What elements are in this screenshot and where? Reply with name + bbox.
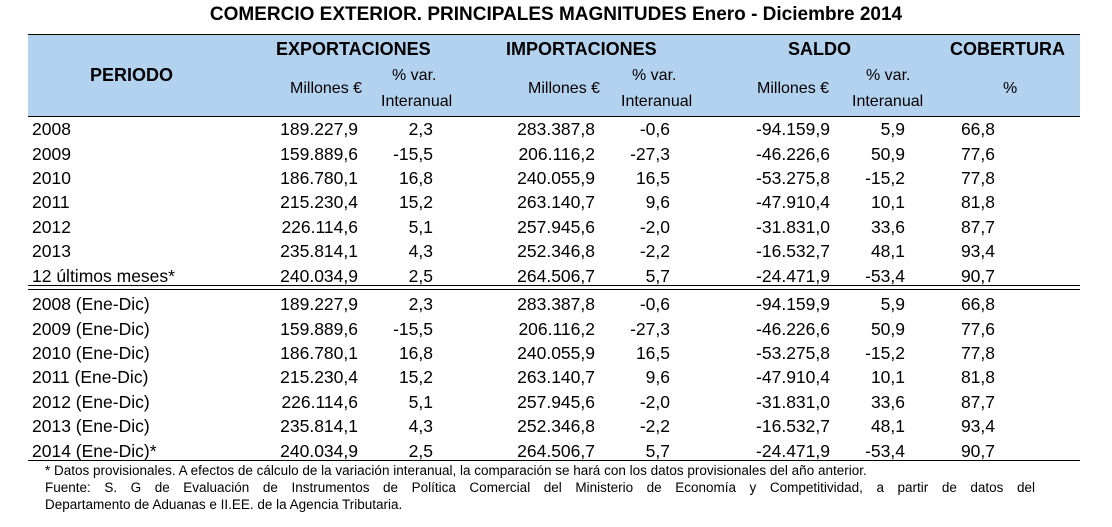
cell-imp-var: -2,2	[639, 416, 670, 437]
cell-exp-var: 5,1	[408, 391, 433, 412]
cell-cob: 81,8	[960, 367, 995, 388]
cell-imp-var: -0,6	[639, 294, 670, 315]
cell-exp-var: 16,8	[398, 342, 433, 363]
cell-saldo: -53.275,8	[756, 167, 830, 188]
table-row	[28, 365, 1080, 389]
cell-periodo: 2011	[32, 192, 70, 213]
cell-saldo: -24.471,9	[756, 440, 830, 461]
header-exp-var: % var.	[392, 67, 437, 84]
table-row	[28, 316, 1080, 340]
header-importaciones: IMPORTACIONES	[506, 39, 657, 59]
cell-imp-var: -2,0	[639, 391, 670, 412]
table-row	[28, 239, 1080, 263]
cell-periodo: 2011 (Ene-Dic)	[32, 367, 149, 388]
cell-padding	[995, 316, 1080, 340]
cell-periodo: 2009 (Ene-Dic)	[32, 318, 150, 339]
table-header	[28, 34, 1080, 117]
cell-imp: 252.346,8	[517, 241, 595, 262]
cell-cob: 66,8	[960, 119, 995, 140]
cell-exp-var: 16,8	[398, 167, 433, 188]
cell-cob: 87,7	[960, 391, 995, 412]
cell-saldo-var: 33,6	[870, 391, 905, 412]
header-imp-var: % var.	[632, 67, 677, 84]
header-cobertura: COBERTURA	[950, 39, 1065, 59]
cell-cob: 81,8	[960, 192, 995, 213]
period-table	[28, 292, 1080, 463]
cell-periodo: 2012 (Ene-Dic)	[32, 391, 150, 412]
header-saldo-millones: Millones €	[757, 80, 830, 97]
header-periodo: PERIODO	[90, 65, 174, 85]
cell-imp: 206.116,2	[518, 143, 595, 164]
cell-cob: 77,6	[960, 143, 995, 164]
cell-saldo: -31.831,0	[756, 391, 830, 412]
cell-periodo: 2009	[32, 143, 71, 164]
cell-imp-var: 16,5	[635, 167, 670, 188]
cell-imp-var: 5,7	[645, 440, 670, 461]
cell-exp-var: 15,2	[398, 367, 433, 388]
cell-saldo-var: 10,1	[870, 367, 905, 388]
cell-imp: 257.945,6	[517, 391, 595, 412]
cell-imp: 264.506,7	[517, 265, 595, 286]
cell-cob: 93,4	[960, 241, 995, 262]
cell-saldo: -16.532,7	[756, 416, 830, 437]
note-provisional: * Datos provisionales. A efectos de cálculo de la variación interanual, la comparación se hará con los datos provisionales del año anterior.	[45, 463, 867, 478]
divider-line-top	[28, 285, 1080, 286]
cell-saldo: -24.471,9	[756, 265, 830, 286]
cell-saldo: -47.910,4	[756, 192, 830, 213]
cell-imp: 283.387,8	[517, 119, 595, 140]
header-saldo: SALDO	[788, 39, 851, 59]
footnotes	[45, 462, 1035, 513]
cell-imp-var: 9,6	[645, 192, 670, 213]
cell-imp-var: -2,0	[639, 216, 670, 237]
cell-saldo-var: -15,2	[865, 167, 905, 188]
cell-exp: 186.780,1	[280, 167, 358, 188]
cell-exp-var: -15,5	[393, 318, 433, 339]
table-row	[28, 215, 1080, 239]
header-imp-millones: Millones €	[528, 80, 601, 97]
cell-imp: 263.140,7	[517, 367, 595, 388]
cell-saldo-var: 5,9	[880, 294, 905, 315]
cell-saldo: -46.226,6	[756, 318, 830, 339]
cell-imp: 206.116,2	[518, 318, 595, 339]
cell-imp: 263.140,7	[517, 192, 595, 213]
header-exportaciones: EXPORTACIONES	[276, 39, 431, 59]
cell-periodo: 2010	[32, 167, 71, 188]
cell-padding	[995, 117, 1080, 141]
note-source-cont: Departamento de Aduanas e II.EE. de la Agencia Tributaria.	[45, 497, 403, 512]
cell-saldo-var: 10,1	[870, 192, 905, 213]
cell-exp: 240.034,9	[280, 265, 358, 286]
cell-imp-var: -27,3	[630, 143, 670, 164]
header-cobertura-pct: %	[1003, 80, 1018, 97]
cell-exp-var: 15,2	[398, 192, 433, 213]
cell-exp-var: 2,5	[408, 265, 433, 286]
note-source: Fuente: S. G de Evaluación de Instrumentos de Política Comercial del Ministerio de Economía y Competitividad, a partir de datos del	[45, 480, 1035, 495]
cell-imp-var: -2,2	[639, 241, 670, 262]
cell-cob: 90,7	[960, 265, 995, 286]
cell-saldo-var: 33,6	[870, 216, 905, 237]
cell-padding	[995, 215, 1080, 239]
cell-periodo: 2013 (Ene-Dic)	[32, 416, 150, 437]
cell-padding	[995, 141, 1080, 165]
cell-imp: 240.055,9	[517, 342, 595, 363]
cell-saldo-var: 48,1	[870, 416, 905, 437]
cell-cob: 77,8	[960, 167, 995, 188]
cell-exp: 215.230,4	[280, 367, 358, 388]
cell-imp-var: -0,6	[639, 119, 670, 140]
table-title: COMERCIO EXTERIOR. PRINCIPALES MAGNITUDES Enero - Diciembre 2014	[209, 4, 903, 25]
cell-padding	[995, 239, 1080, 263]
cell-imp-var: 5,7	[645, 265, 670, 286]
header-exp-interanual: Interanual	[381, 93, 453, 110]
cell-saldo: -53.275,8	[756, 342, 830, 363]
cell-imp: 252.346,8	[517, 416, 595, 437]
header-saldo-interanual: Interanual	[852, 93, 924, 110]
cell-periodo: 2008 (Ene-Dic)	[32, 294, 150, 315]
cell-exp-var: 5,1	[408, 216, 433, 237]
cell-saldo: -94.159,9	[756, 294, 830, 315]
table-row	[28, 390, 1080, 414]
cell-saldo: -94.159,9	[756, 119, 830, 140]
cell-saldo: -47.910,4	[756, 367, 830, 388]
header-imp-interanual: Interanual	[621, 93, 693, 110]
header-saldo-var: % var.	[866, 67, 911, 84]
table-row	[28, 341, 1080, 365]
table-row	[28, 141, 1080, 165]
cell-padding	[995, 414, 1080, 438]
cell-padding	[995, 292, 1080, 316]
cell-exp: 235.814,1	[280, 241, 358, 262]
cell-padding	[995, 341, 1080, 365]
cell-periodo: 2008	[32, 119, 71, 140]
table-row	[28, 190, 1080, 214]
cell-padding	[995, 365, 1080, 389]
cell-exp: 240.034,9	[280, 440, 358, 461]
cell-padding	[995, 190, 1080, 214]
cell-saldo: -31.831,0	[756, 216, 830, 237]
cell-periodo: 2014 (Ene-Dic)*	[32, 440, 157, 461]
cell-periodo: 2010 (Ene-Dic)	[32, 342, 150, 363]
cell-exp: 189.227,9	[280, 119, 358, 140]
table-row	[28, 166, 1080, 190]
table-bottom-border	[28, 460, 1080, 461]
header-exp-millones: Millones €	[290, 80, 363, 97]
cell-saldo-var: -53,4	[865, 265, 905, 286]
cell-saldo-var: 5,9	[880, 119, 905, 140]
cell-exp-var: 2,3	[408, 294, 433, 315]
cell-exp: 186.780,1	[280, 342, 358, 363]
cell-cob: 66,8	[960, 294, 995, 315]
cell-cob: 87,7	[960, 216, 995, 237]
cell-imp-var: 16,5	[635, 342, 670, 363]
cell-exp: 159.889,6	[280, 143, 358, 164]
cell-padding	[995, 390, 1080, 414]
cell-saldo: -16.532,7	[756, 241, 830, 262]
cell-padding	[995, 166, 1080, 190]
cell-imp: 264.506,7	[517, 440, 595, 461]
cell-exp-var: 4,3	[408, 241, 433, 262]
cell-exp-var: 2,5	[408, 440, 433, 461]
cell-saldo-var: 50,9	[870, 143, 905, 164]
cell-saldo-var: 50,9	[870, 318, 905, 339]
cell-imp: 240.055,9	[517, 167, 595, 188]
cell-exp-var: -15,5	[393, 143, 433, 164]
table-row	[28, 292, 1080, 316]
cell-exp: 215.230,4	[280, 192, 358, 213]
cell-exp: 159.889,6	[280, 318, 358, 339]
annual-table	[28, 117, 1080, 288]
cell-exp-var: 2,3	[408, 119, 433, 140]
cell-exp: 226.114,6	[281, 216, 358, 237]
cell-imp: 283.387,8	[517, 294, 595, 315]
table-row	[28, 414, 1080, 438]
table-row	[28, 117, 1080, 141]
cell-exp-var: 4,3	[408, 416, 433, 437]
cell-saldo-var: 48,1	[870, 241, 905, 262]
cell-exp: 189.227,9	[280, 294, 358, 315]
cell-periodo: 12 últimos meses*	[32, 265, 175, 286]
cell-cob: 77,8	[960, 342, 995, 363]
cell-periodo: 2012	[32, 216, 71, 237]
cell-periodo: 2013	[32, 241, 71, 262]
cell-saldo-var: -15,2	[865, 342, 905, 363]
cell-exp: 235.814,1	[280, 416, 358, 437]
cell-cob: 77,6	[960, 318, 995, 339]
cell-cob: 90,7	[960, 440, 995, 461]
cell-imp-var: -27,3	[630, 318, 670, 339]
cell-exp: 226.114,6	[281, 391, 358, 412]
cell-imp-var: 9,6	[645, 367, 670, 388]
cell-cob: 93,4	[960, 416, 995, 437]
divider-line-bottom	[28, 289, 1080, 290]
cell-saldo-var: -53,4	[865, 440, 905, 461]
cell-saldo: -46.226,6	[756, 143, 830, 164]
cell-imp: 257.945,6	[517, 216, 595, 237]
